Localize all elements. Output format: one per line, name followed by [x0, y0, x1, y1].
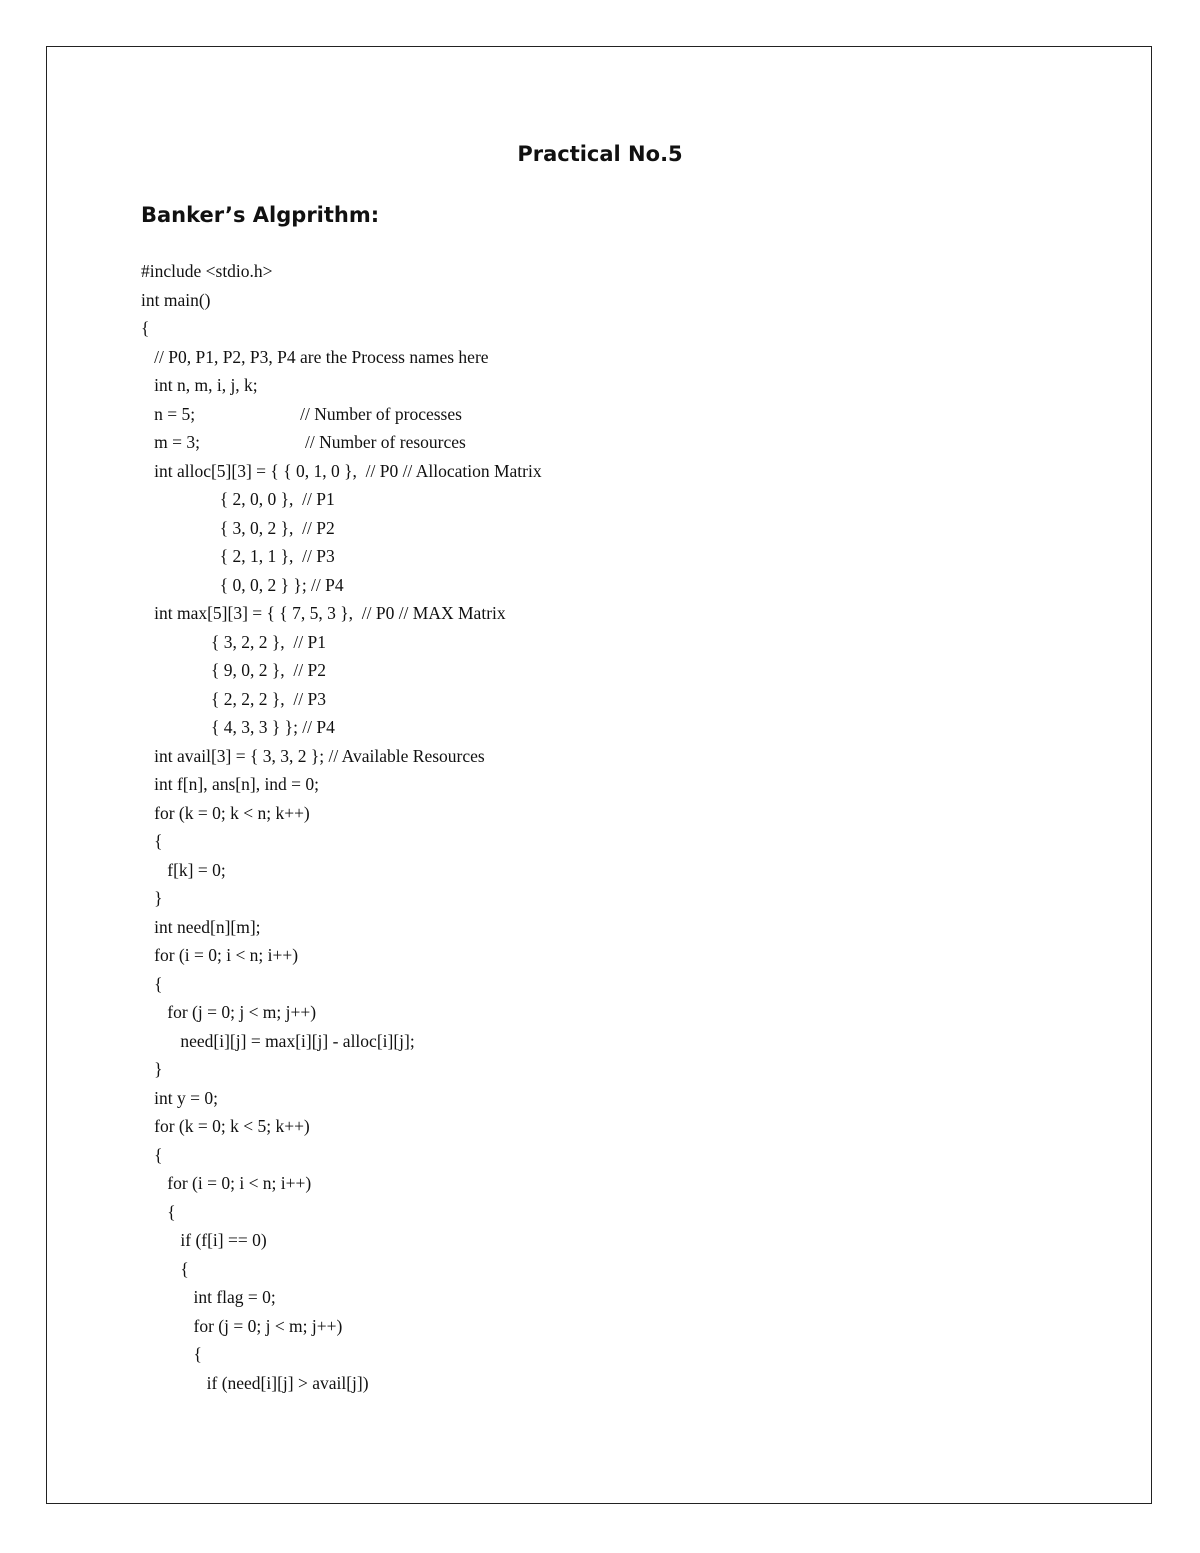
code-line: if (need[i][j] > avail[j]) — [141, 1372, 369, 1393]
code-line: } — [141, 1059, 163, 1079]
code-line: { — [141, 1344, 202, 1364]
code-line: for (i = 0; i < n; i++) — [141, 1173, 312, 1193]
code-line: { — [141, 1201, 176, 1222]
code-line: int max[5][3] = { { 7, 5, 3 }, // P0 // MAX Matrix — [141, 603, 506, 623]
code-block — [141, 257, 542, 1397]
code-line: { 9, 0, 2 }, // P2 — [141, 660, 327, 680]
code-line: { 4, 3, 3 } }; // P4 — [141, 717, 335, 737]
code-line: { — [141, 831, 163, 851]
code-line: { — [141, 1144, 163, 1165]
code-line: { 2, 0, 0 }, // P1 — [141, 489, 335, 509]
code-line: { 0, 0, 2 } }; // P4 — [141, 574, 344, 595]
code-line: for (i = 0; i < n; i++) — [141, 945, 299, 965]
code-line: for (j = 0; j < m; j++) — [141, 1002, 317, 1022]
code-line: int need[n][m]; — [141, 916, 261, 937]
code-line: { 2, 2, 2 }, // P3 — [141, 688, 327, 709]
code-line: int alloc[5][3] = { { 0, 1, 0 }, // P0 // Allocation Matrix — [141, 460, 542, 481]
code-line: f[k] = 0; — [141, 859, 226, 880]
code-line: #include <stdio.h> — [141, 261, 273, 281]
code-line: { 2, 1, 1 }, // P3 — [141, 546, 335, 566]
code-line: for (j = 0; j < m; j++) — [141, 1315, 343, 1336]
code-line: int avail[3] = { 3, 3, 2 }; // Available Resources — [141, 745, 485, 766]
code-line: { 3, 0, 2 }, // P2 — [141, 517, 335, 538]
code-line: { — [141, 1258, 189, 1279]
code-line: m = 3; // Number of resources — [141, 432, 466, 452]
code-line: { 3, 2, 2 }, // P1 — [141, 631, 327, 652]
code-line: if (f[i] == 0) — [141, 1230, 267, 1250]
section-heading: Banker’s Algprithm: — [141, 203, 380, 227]
page-title: Practical No.5 — [517, 142, 683, 166]
code-line: int main() — [141, 289, 211, 310]
code-line: int f[n], ans[n], ind = 0; — [141, 774, 320, 794]
code-line: for (k = 0; k < 5; k++) — [141, 1116, 310, 1136]
code-line: { — [141, 973, 163, 994]
code-line: { — [141, 318, 150, 338]
code-line: } — [141, 888, 163, 908]
code-line: int y = 0; — [141, 1087, 218, 1108]
code-line: int n, m, i, j, k; — [141, 375, 258, 395]
code-line: int flag = 0; — [141, 1287, 276, 1307]
code-line: n = 5; // Number of processes — [141, 403, 462, 424]
code-line: need[i][j] = max[i][j] - alloc[i][j]; — [141, 1030, 415, 1051]
code-line: for (k = 0; k < n; k++) — [141, 802, 310, 823]
code-line: // P0, P1, P2, P3, P4 are the Process names here — [141, 346, 489, 367]
